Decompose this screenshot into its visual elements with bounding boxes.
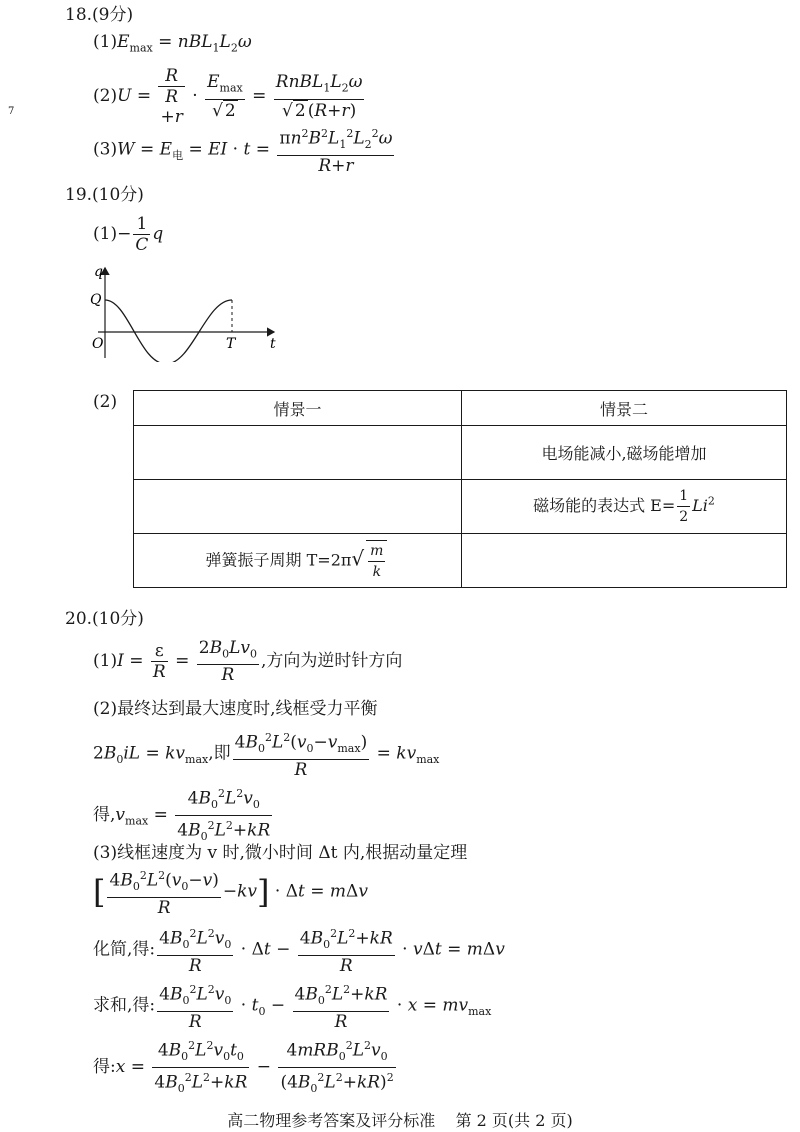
q19-header: 19.(10分) [65,185,144,205]
scene-cell-r3c2 [462,534,787,588]
scene-cell-r2c2: 磁场能的表达式 E= $\frac{1}{2}$ Li$^2$ [462,480,787,534]
q20-part3-text: 线框速度为 v 时,微小时间 Δt 内,根据动量定理 [117,843,468,863]
spring-period-text: 弹簧振子周期 T=2π [205,550,352,569]
q20-momentum-eq: [ $\frac{4B_0^2L^2(v_0-v)}{R}$ −kv] · Δt = mΔv [93,866,368,918]
graph-period-label: T [226,336,236,352]
magnetic-energy-text: 磁场能的表达式 E= [533,496,676,515]
scene-cell-r1c1 [134,426,462,480]
scene-cell-r1c2: 电场能减小,磁场能增加 [462,426,787,480]
q20-balance-eq: $2B_0iL = kv_{max}$,即 $4B_0^2L^2(v_0-v_{max})$ R = $kv_{max}$ [93,728,439,780]
page-footer: 高二物理参考答案及评分标准 第 2 页(共 2 页) [227,1111,573,1130]
q20-part2 [93,694,378,719]
q20-part3 [93,838,467,863]
q19-part1-label: (1) [93,224,118,244]
q20-part1-direction: ,方向为逆时针方向 [260,651,403,672]
graph-amplitude-label: Q [90,292,102,308]
scene-header-2: 情景二 [462,391,787,426]
q18-part3: $(3)W = E_电$ = EI · t = $\frac{\pi n^2B^2L_1^2L_2^2\omega}{R+r}$ [93,124,396,176]
graph-y-label: q [94,264,103,280]
q20-part3-label: (3) [93,843,118,863]
q19-part2-label: (2) [93,392,118,412]
scene-table [133,390,787,588]
q20-simplify-label: 化简,得: [93,939,156,960]
q20-part2-text: 最终达到最大速度时,线框受力平衡 [117,699,378,719]
side-mark: 7 [8,106,15,117]
q18-part1-label: (1) [93,32,118,52]
q18-header: 18.(9分) [65,5,134,25]
q20-sum-label: 求和,得: [93,995,156,1016]
scene-cell-r2c1 [134,480,462,534]
q18-part2: (2)U = R R +r · $E_{max}$ √ 2 = $RnBL_1L_2\omega$ √ 2 (R+r) [93,66,363,127]
q20-de-label: 得, [93,805,116,826]
q-t-graph [88,262,288,362]
q20-result-label: 得: [93,1057,116,1078]
graph-origin-label: O [92,336,104,352]
q18-part3-label: (3) [93,139,118,160]
q19-part1: (1)− $\frac{1}{C}$ q [93,214,164,255]
q20-sum-eq: 求和,得: $\frac{4B_0^2L^2v_0}{R}$ · $t_0$ − $\frac{4B_0^2L^2+kR}{R}$ · $x = mv_{max}$ [93,980,491,1032]
q20-header: 20.(10分) [65,609,144,629]
q20-part2-label: (2) [93,699,118,719]
q20-simplify-eq: 化简,得: $\frac{4B_0^2L^2v_0}{R}$ · Δt − $\frac{4B_0^2L^2+kR}{R}$ · vΔt = mΔv [93,924,505,976]
q20-part1-label: (1) [93,651,118,672]
q18-part1: $(1)E_{max} = nBL_1L_2\omega$ [93,32,252,55]
q20-and: ,即 [208,743,231,764]
q20-result-eq: 得:x = $\frac{4B_0^2L^2v_0t_0}{4B_0^2L^2+kR}$ − $4mRB_0^2L^2v_0$ $(4B_0^2L^2+kR)^2$ [93,1036,398,1099]
scene-header-1: 情景一 [134,391,462,426]
graph-x-label: t [270,336,276,352]
scene-cell-r3c1: 弹簧振子周期 T=2π√ $\frac{m}{k}$ [134,534,462,588]
q20-part1: (1)I = $\frac{\varepsilon}{R}$ = $\frac{2B_0Lv_0}{R}$ ,方向为逆时针方向 [93,638,403,686]
q18-part2-label: (2) [93,86,118,106]
q20-vmax-eq: 得$,v_{max}$ = $\frac{4B_0^2L^2v_0}{4B_0^2L^2+kR}$ [93,784,274,847]
